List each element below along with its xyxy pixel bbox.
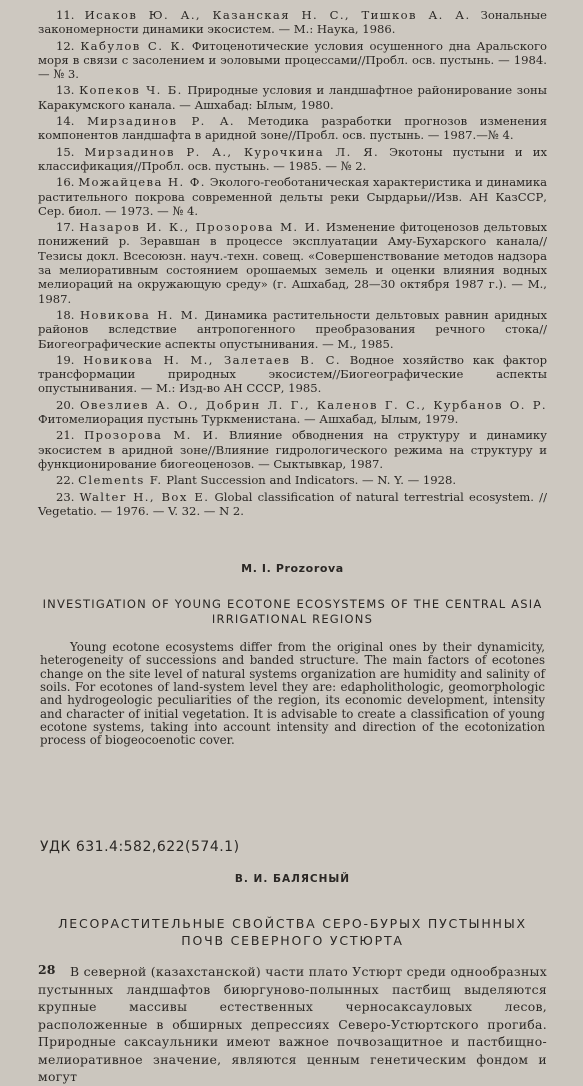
reference-text: Эколого-геоботаническая характеристика и динамика растительного покрова современной дельты реки Сырдарьи//Изв. АН КазССР, Сер. биол. — 1973. — № 4. — [38, 175, 548, 218]
reference-number: 19. — [56, 352, 75, 367]
reference-text: Plant Succession and Indicators. — N. Y. — 1928. — [166, 473, 457, 488]
reference-author: Новикова Н. М., Залетаев В. С. — [83, 352, 341, 367]
reference-author: Новикова Н. М. — [80, 307, 200, 322]
reference-author: Clements F. — [78, 473, 163, 488]
reference-number: 14. — [56, 114, 75, 129]
reference-text: Водное хозяйство как фактор трансформации природных экосистем//Биогеографические аспекты опустынивания. — М.: Изд-во АН СССР, 1985. — [38, 352, 548, 396]
reference-author: Овезлиев А. О., Добрин Л. Г., Каленов Г. С., Курбанов О. Р. — [79, 397, 548, 412]
reference-author: Назаров И. К., Прозорова М. И. — [79, 220, 322, 235]
reference-text: Global classification of natural terrestrial ecosystem. // Vegetatio. — 1976. — V. 32. — N 2. — [38, 489, 547, 518]
reference-text: Фитоценотические условия осушенного дна Аральского моря в связи с засолением и эоловыми процессами//Пробл. осв. пустынь. — 1984.— № 3. — [38, 38, 548, 82]
reference-number: 23. — [56, 489, 75, 504]
english-abstract: Young ecotone ecosystems differ from the original ones by their dynamicity, heterogeneity of successions and banded structure. The main factors of ecotones change on the site level of natural systems organization are humidity and salinity of soils. For ecotones of land-system level they are: edapholithologic, geomorphologic and hydrogeologic peculiarities of the region, its economic development, intensity and character of initial vegetation. It is advisable to create a classification of young ecotone systems, taking into account intensity and direction of the ecotonization process of biogeocoenotic cover. — [40, 640, 545, 748]
reference-text: Природные условия и ландшафтное районирование зоны Каракумского канала. — Ашхабад: Ылым, 1980. — [38, 83, 548, 112]
page-number: 28 — [38, 962, 56, 977]
english-title: INVESTIGATION OF YOUNG ECOTONE ECOSYSTEMS OF THE CENTRAL ASIA IRRIGATIONAL REGIONS — [42, 597, 543, 627]
reference-number: 13. — [56, 83, 75, 98]
reference-item — [38, 114, 547, 143]
reference-author: Walter H., Box E. — [79, 489, 210, 504]
reference-item — [38, 220, 547, 306]
reference-author: Можайцева Н. Ф. — [78, 175, 206, 190]
reference-author: Мирзадинов Р. А., Курочкина Л. Я. — [84, 144, 380, 159]
reference-item — [38, 490, 547, 519]
reference-item — [38, 39, 547, 82]
reference-number: 20. — [56, 397, 75, 412]
reference-item — [38, 353, 547, 396]
reference-number: 17. — [56, 220, 75, 235]
reference-number: 15. — [56, 144, 75, 159]
reference-item — [38, 428, 547, 471]
reference-number: 16. — [56, 175, 75, 190]
reference-text: Динамика растительности дельтовых равнин аридных районов вследствие антропогенного преобразования речного стока//Биогеографические аспекты опустынивания. — М., 1985. — [38, 307, 547, 351]
english-author: M. I. Prozorova — [241, 562, 344, 576]
russian-author: В. И. БАЛЯСНЫЙ — [234, 873, 351, 886]
reference-item — [38, 8, 547, 37]
reference-text: Методика разработки прогнозов изменения компонентов ландшафта в аридной зоне//Пробл. осв. пустынь. — 1987.—№ 4. — [38, 114, 548, 143]
reference-item — [38, 145, 547, 174]
reference-item — [38, 175, 547, 218]
reference-number: 11. — [56, 8, 75, 22]
udk-code: УДК 631.4:582,622(574.1) — [40, 839, 240, 856]
reference-text: Влияние обводнения на структуру и динамику экосистем в аридной зоне//Влияние гидрологического режима на структуру и функционирование биогеоценозов. — Сыктывкар, 1987. — [38, 428, 547, 471]
reference-author: Кабулов С. К. — [80, 38, 186, 53]
reference-text: Фитомелиорация пустынь Туркменистана. — Ашхабад, Ылым, 1979. — [38, 412, 459, 427]
reference-number: 21. — [56, 428, 75, 443]
reference-text: Зональные закономерности динамики экосистем. — М.: Наука, 1986. — [38, 8, 548, 37]
russian-title: ЛЕСОРАСТИТЕЛЬНЫЕ СВОЙСТВА СЕРО-БУРЫХ ПУСТЫННЫХ ПОЧВ СЕВЕРНОГО УСТЮРТА — [58, 916, 527, 949]
reference-list — [38, 8, 547, 518]
reference-item — [38, 83, 547, 112]
article-body: В северной (казахстанской) части плато Устюрт среди однообразных пустынных ландшафтов биюргуново-полынных пастбищ выделяются крупные массивы естественных черносаксауловых лесов, расположенные в обширных депрессиях Северо-Устюртского прогиба. Природные саксаульники имеют важное почвозащитное и пастбищно-мелиоративное значение, являются ценным генетическим фондом и могут — [38, 964, 547, 1085]
reference-number: 22. — [56, 473, 75, 488]
reference-item — [38, 308, 547, 351]
reference-item — [38, 473, 547, 487]
reference-author: Исаков Ю. А., Казанская Н. С., Тишков А. А. — [84, 8, 471, 22]
reference-item — [38, 398, 547, 427]
reference-text: Изменение фитоценозов дельтовых понижений р. Зеравшан в процессе эксплуатации Аму-Бухарского канала//Тезисы докл. Всесоюзн. науч.-техн. совещ. «Совершенствование методов надзора за мелиоративным состоянием орошаемых земель и оценки влияния водных мелиораций на окружающую среду» (г. Ашхабад, 28—30 октября 1987 г.). — М., 1987. — [38, 220, 547, 306]
reference-author: Копеков Ч. Б. — [79, 83, 183, 98]
reference-text: Экотоны пустыни и их классификация//Пробл. осв. пустынь. — 1985. — № 2. — [38, 144, 547, 173]
reference-author: Прозорова М. И. — [84, 428, 220, 443]
reference-number: 18. — [56, 307, 75, 322]
reference-number: 12. — [56, 38, 75, 53]
reference-author: Мирзадинов Р. А. — [87, 114, 236, 129]
